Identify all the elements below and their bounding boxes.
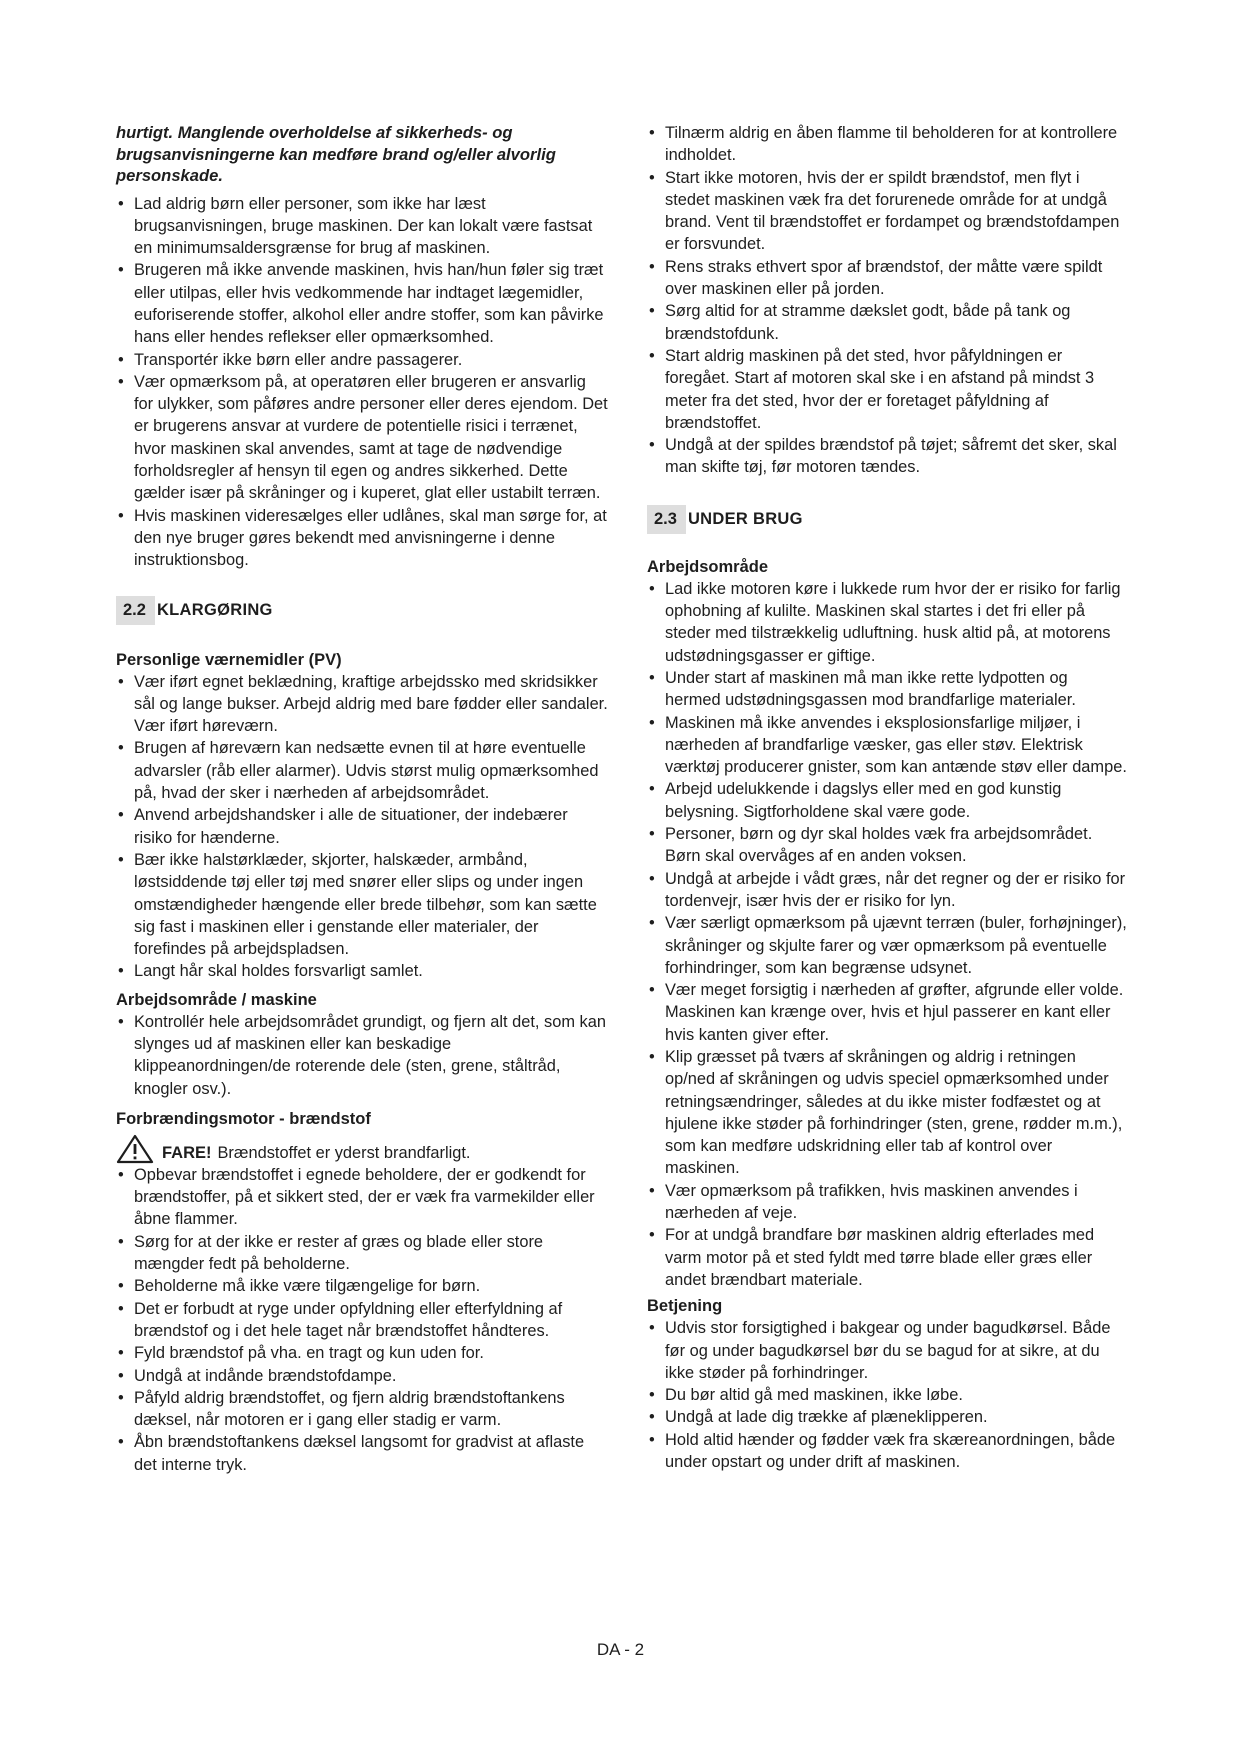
list-item: • Lad ikke motoren køre i lukkede rum hvor der er risiko for farlig ophobning af kulilte. Maskinen skal startes i det fri eller på steder med tilstrækkelig udluftning. husk altid på, at motorens udstødningsgasser er giftige. bbox=[647, 578, 1127, 667]
list-item: • Hold altid hænder og fødder væk fra skæreanordningen, både under opstart og under drift af maskinen. bbox=[647, 1429, 1127, 1474]
list-item: • Undgå at der spildes brændstof på tøjet; såfremt det sker, skal man skifte tøj, før motoren tændes. bbox=[647, 434, 1127, 479]
left-column bbox=[116, 122, 608, 1476]
list-item: • Lad aldrig børn eller personer, som ikke har læst brugsanvisningen, bruge maskinen. Der kan lokalt være fastsat en minimumsaldersgrænse for brug af maskinen. bbox=[116, 193, 608, 260]
list-item: • Kontrollér hele arbejdsområdet grundigt, og fjern alt det, som kan slynges ud af maskinen eller kan beskadige klippeanordningen/de roterende dele (sten, grene, ståltråd, knogler osv.). bbox=[116, 1011, 608, 1100]
workarea-heading: Arbejdsområde bbox=[647, 557, 769, 576]
list-item: • Vær iført egnet beklædning, kraftige arbejdssko med skridsikker sål og lange bukser. Arbejd aldrig med bare fødder eller sandaler. Vær iført høreværn. bbox=[116, 671, 608, 738]
list-item: • Vær opmærksom på trafikken, hvis maskinen anvendes i nærheden af veje. bbox=[647, 1180, 1127, 1225]
ppe-heading: Personlige værnemidler (PV) bbox=[116, 650, 342, 669]
list-item: • Transportér ikke børn eller andre passagerer. bbox=[116, 349, 608, 371]
workarea-machine-list bbox=[116, 1011, 608, 1100]
list-item: • Fyld brændstof på vha. en tragt og kun uden for. bbox=[116, 1342, 608, 1364]
list-item: • Personer, børn og dyr skal holdes væk fra arbejdsområdet. Børn skal overvåges af en anden voksen. bbox=[647, 823, 1127, 868]
right-column bbox=[647, 122, 1127, 1473]
fuel-safety-list bbox=[116, 1164, 608, 1476]
list-item: • Tilnærm aldrig en åben flamme til beholderen for at kontrollere indholdet. bbox=[647, 122, 1127, 167]
general-safety-list bbox=[116, 193, 608, 572]
workarea-list bbox=[647, 578, 1127, 1292]
list-item: • Sørg altid for at stramme dækslet godt, både på tank og brændstofdunk. bbox=[647, 300, 1127, 345]
list-item: • Det er forbudt at ryge under opfyldning eller efterfyldning af brændstof og i det hele taget når brændstoffet håndteres. bbox=[116, 1298, 608, 1343]
section-number: 2.2 bbox=[116, 596, 155, 625]
workarea-machine-heading: Arbejdsområde / maskine bbox=[116, 990, 317, 1009]
list-item: • Brugeren må ikke anvende maskinen, hvis han/hun føler sig træt eller utilpas, eller hvis vedkommende har indtaget lægemidler, euforiserende stoffer, alkohol eller andre stoffer, som kan påvirke hans eller hendes reflekser eller opmærksomhed. bbox=[116, 259, 608, 348]
list-item: • Undgå at lade dig trække af plæneklipperen. bbox=[647, 1406, 1127, 1428]
list-item: • Rens straks ethvert spor af brændstof, der måtte være spildt over maskinen eller på jorden. bbox=[647, 256, 1127, 301]
engine-fuel-heading: Forbrændingsmotor - brændstof bbox=[116, 1109, 371, 1128]
list-item: • Påfyld aldrig brændstoffet, og fjern aldrig brændstoftankens dæksel, når motoren er i gang eller stadig er varm. bbox=[116, 1387, 608, 1432]
danger-label: FARE! bbox=[162, 1143, 212, 1162]
list-item: • Arbejd udelukkende i dagslys eller med en god kunstig belysning. Sigtforholdene skal være gode. bbox=[647, 778, 1127, 823]
list-item: • Beholderne må ikke være tilgængelige for børn. bbox=[116, 1275, 608, 1297]
fuel-safety-list-continued bbox=[647, 122, 1127, 479]
section-number: 2.3 bbox=[647, 505, 686, 534]
warning-triangle-icon bbox=[116, 1134, 154, 1164]
section-title: KLARGØRING bbox=[156, 600, 273, 619]
list-item: • Du bør altid gå med maskinen, ikke løbe. bbox=[647, 1384, 1127, 1406]
operation-list bbox=[647, 1317, 1127, 1473]
list-item: • Under start af maskinen må man ikke rette lydpotten og hermed udstødningsgassen mod brandfarlige materialer. bbox=[647, 667, 1127, 712]
list-item: • Udvis stor forsigtighed i bakgear og under bagudkørsel. Både før og under bagudkørsel bør du se bagud for at sikre, at du ikke støder på forhindringer. bbox=[647, 1317, 1127, 1384]
list-item: • For at undgå brandfare bør maskinen aldrig efterlades med varm motor på et sted fyldt med tørre blade eller græs eller andet brændbart materiale. bbox=[647, 1224, 1127, 1291]
list-item: • Undgå at indånde brændstofdampe. bbox=[116, 1365, 608, 1387]
list-item: • Start aldrig maskinen på det sted, hvor påfyldningen er foregået. Start af motoren skal ske i en afstand på mindst 3 meter fra det sted, hvor der er foretaget påfyldning af brændstoffet. bbox=[647, 345, 1127, 434]
list-item: • Maskinen må ikke anvendes i eksplosionsfarlige miljøer, i nærheden af brandfarlige væsker, gas eller støv. Elektrisk værktøj producerer gnister, som kan antænde støv eller dampe. bbox=[647, 712, 1127, 779]
section-heading-2-2 bbox=[116, 596, 608, 625]
list-item: • Sørg for at der ikke er rester af græs og blade eller store mængder fedt på beholderne. bbox=[116, 1231, 608, 1276]
list-item: • Bær ikke halstørklæder, skjorter, halskæder, armbånd, løstsiddende tøj eller tøj med snører eller slips og under ingen omstændigheder hængende eller brede tilbehør, som kan sætte sig fast i maskinen eller i genstande eller materialer, der forefindes på arbejdspladsen. bbox=[116, 849, 608, 960]
list-item: • Undgå at arbejde i vådt græs, når det regner og der er risiko for tordenvejr, især hvis der er risiko for lyn. bbox=[647, 868, 1127, 913]
list-item: • Opbevar brændstoffet i egnede beholdere, der er godkendt for brændstoffer, på et sikkert sted, der er væk fra varmekilder eller åbne flammer. bbox=[116, 1164, 608, 1231]
list-item: • Vær meget forsigtig i nærheden af grøfter, afgrunde eller volde. Maskinen kan krænge over, hvis et hjul passerer en kant eller hvis kanten giver efter. bbox=[647, 979, 1127, 1046]
list-item: • Langt hår skal holdes forsvarligt samlet. bbox=[116, 960, 608, 982]
intro-warning-text: hurtigt. Manglende overholdelse af sikkerheds- og brugsanvisningerne kan medføre brand og/eller alvorlig personskade. bbox=[116, 123, 556, 185]
danger-text: Brændstoffet er yderst brandfarligt. bbox=[217, 1143, 471, 1162]
page-number: DA - 2 bbox=[596, 1640, 645, 1659]
list-item: • Brugen af høreværn kan nedsætte evnen til at høre eventuelle advarsler (råb eller alarmer). Udvis størst mulig opmærksomhed på, hvad der sker i nærheden af arbejdsområdet. bbox=[116, 737, 608, 804]
list-item: • Hvis maskinen videresælges eller udlånes, skal man sørge for, at den nye bruger gøres bekendt med anvisningerne i denne instruktionsbog. bbox=[116, 505, 608, 572]
list-item: • Klip græsset på tværs af skråningen og aldrig i retningen op/ned af skråningen og udvis speciel opmærksomhed under retningsændringer, således at du ikke mister fodfæstet og at hjulene ikke støder på forhindringer (sten, grene, rødder m.m.), som kan medføre udskridning eller tab af kontrol over maskinen. bbox=[647, 1046, 1127, 1180]
list-item: • Start ikke motoren, hvis der er spildt brændstof, men flyt i stedet maskinen væk fra det forurenede område for at undgå brand. Vent til brændstoffet er fordampet og brændstofdampen er forsvundet. bbox=[647, 167, 1127, 256]
list-item: • Anvend arbejdshandsker i alle de situationer, der indebærer risiko for hænderne. bbox=[116, 804, 608, 849]
ppe-list bbox=[116, 671, 608, 983]
section-heading-2-3 bbox=[647, 505, 1127, 534]
list-item: • Vær opmærksom på, at operatøren eller brugeren er ansvarlig for ulykker, som påføres andre personer eller deres ejendom. Det er brugerens ansvar at vurdere de potentielle risici i terrænet, hvor maskinen skal anvendes, samt at tage de nødvendige forholdsregler af hensyn til egen og andres sikkerhed. Dette gælder især på skråninger og i kuperet, glat eller ustabilt terræn. bbox=[116, 371, 608, 505]
list-item: • Åbn brændstoftankens dæksel langsomt for gradvist at aflaste det interne tryk. bbox=[116, 1431, 608, 1476]
danger-warning bbox=[116, 1134, 608, 1164]
list-item: • Vær særligt opmærksom på ujævnt terræn (buler, forhøjninger), skråninger og skjulte farer og vær opmærksom på eventuelle forhindringer, som kan begrænse udsynet. bbox=[647, 912, 1127, 979]
operation-heading: Betjening bbox=[647, 1297, 723, 1316]
section-title: UNDER BRUG bbox=[687, 510, 803, 529]
